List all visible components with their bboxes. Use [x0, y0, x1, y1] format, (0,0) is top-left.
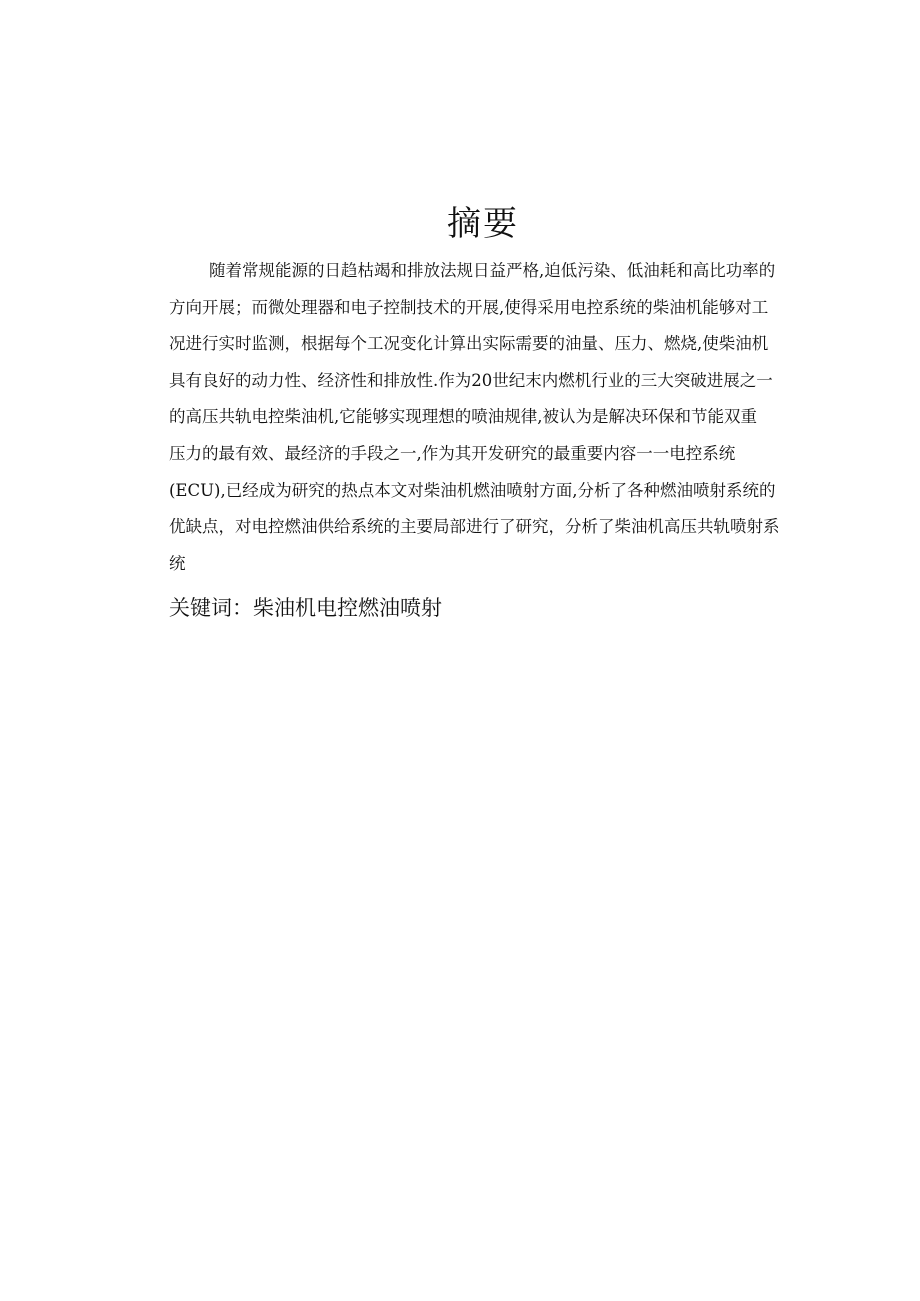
- abstract-line: 压力的最有效、最经济的手段之一,作为其开发研究的最重要内容一一电控系统: [169, 443, 736, 463]
- keywords-line: 关键词：柴油机电控燃油喷射: [169, 596, 442, 620]
- abstract-line: 方向开展；而微处理器和电子控制技术的开展,使得采用电控系统的柴油机能够对工: [169, 297, 769, 317]
- abstract-line: 况进行实时监测，根据每个工况变化计算出实际需要的油量、压力、燃烧,使柴油机: [169, 334, 769, 354]
- abstract-line: 随着常规能源的日趋枯竭和排放法规日益严格,迫低污染、低油耗和高比功率的: [209, 261, 776, 280]
- abstract-line: 统: [169, 553, 186, 573]
- abstract-line: 的高压共轨电控柴油机,它能够实现理想的喷油规律,被认为是解决环保和节能双重: [169, 407, 757, 427]
- abstract-line: (ECU),已经成为研究的热点本文对柴油机燃油喷射方面,分析了各种燃油喷射系统的: [169, 480, 776, 500]
- abstract-paragraph: [169, 253, 795, 582]
- abstract-line: 优缺点，对电控燃油供给系统的主要局部进行了研究，分析了柴油机高压共轨喷射系: [169, 517, 780, 537]
- page-title: 摘要: [447, 204, 519, 244]
- abstract-line: 具有良好的动力性、经济性和排放性.作为20世纪末内燃机行业的三大突破进展之一: [169, 370, 773, 390]
